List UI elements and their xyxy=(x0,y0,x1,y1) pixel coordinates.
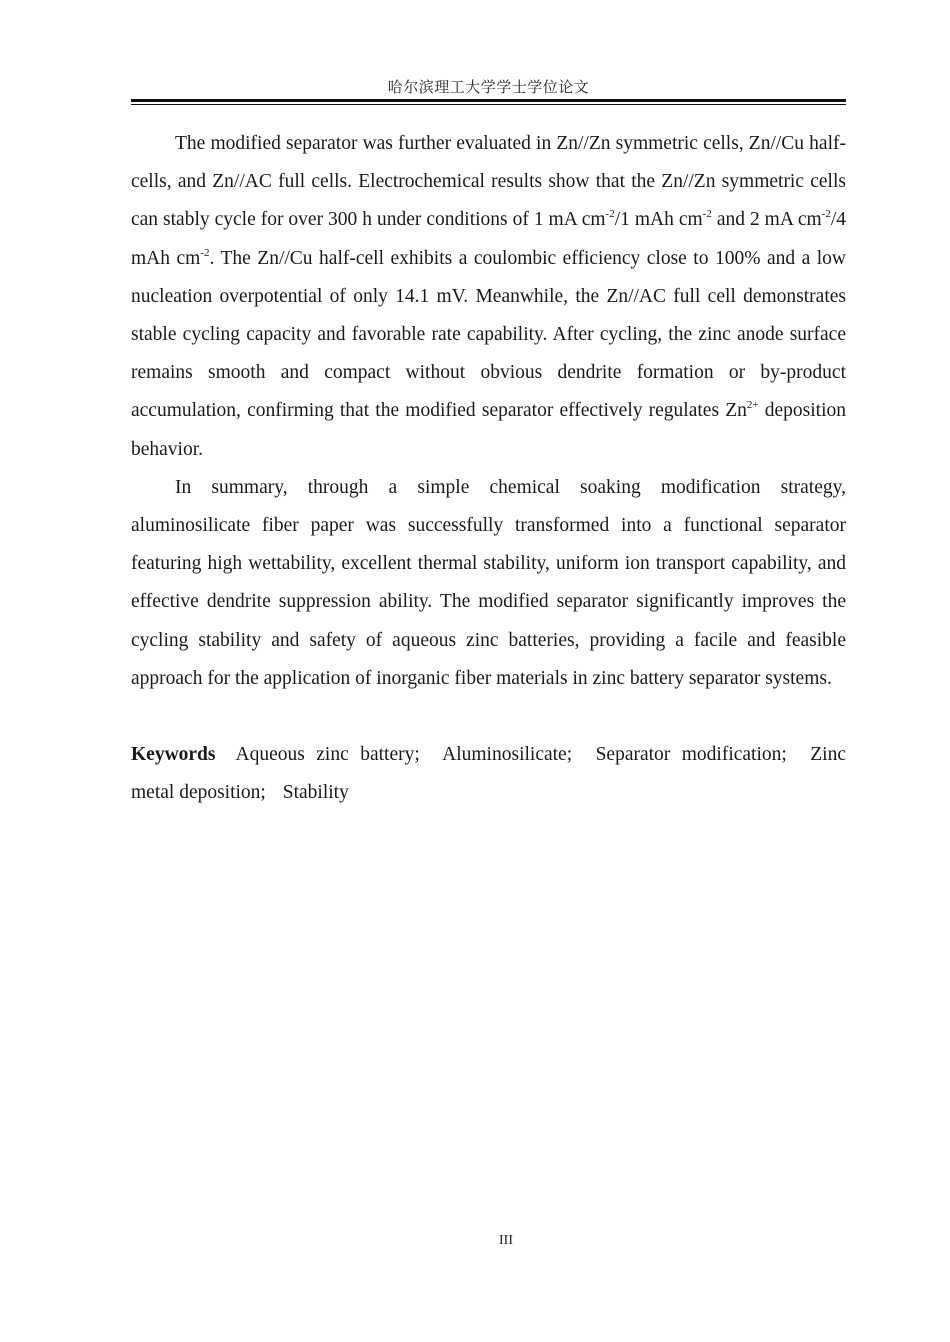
page-number: III xyxy=(499,1233,513,1248)
keyword-item: Aqueous zinc battery; xyxy=(235,744,420,766)
p1-text-6: deposition behavior. xyxy=(131,400,846,460)
superscript: -2 xyxy=(200,246,210,259)
header-rule-thick xyxy=(131,99,846,102)
superscript: -2 xyxy=(702,208,712,221)
superscript: -2 xyxy=(605,208,615,221)
abstract-body xyxy=(131,125,846,812)
p1-text-4: /4 mAh cm xyxy=(131,209,847,269)
keyword-item: Aluminosilicate; xyxy=(442,744,573,766)
paragraph-results xyxy=(131,125,846,469)
superscript: -2 xyxy=(821,208,831,221)
superscript: 2+ xyxy=(746,399,759,412)
keyword-item: Stability xyxy=(282,782,349,804)
keyword-item: Separator modification; xyxy=(595,744,787,766)
header-rule-thin xyxy=(131,104,846,105)
p1-text-5: . The Zn//Cu half-cell exhibits a coulombic efficiency close to 100% and a low nucleation overpotential of only 14.1 mV. Meanwhile, the Zn//AC full cell demonstrates stable cycling capacity and favorable rate capability. After cycling, the zinc anode surface remains smooth and compact without obvious dendrite formation or by-product accumulation, confirming that the modified separator effectively regulates Zn xyxy=(131,247,846,422)
paragraph-summary: In summary, through a simple chemical soaking modification strategy, aluminosilicate fiber paper was successfully transformed into a functional separator featuring high wettability, excellent thermal stability, uniform ion transport capability, and effective dendrite suppression ability. The modified separator significantly improves the cycling stability and safety of aqueous zinc batteries, providing a facile and feasible approach for the application of inorganic fiber materials in zinc battery separator systems. xyxy=(131,476,846,689)
p1-text-3: and 2 mA cm xyxy=(711,209,822,231)
p1-text-2: /1 mAh cm xyxy=(614,209,703,231)
running-header: 哈尔滨理工大学学士学位论文 xyxy=(387,80,590,96)
keyword-item: Zinc metal deposition; xyxy=(131,744,846,804)
p1-text-1: The modified separator was further evaluated in Zn//Zn symmetric cells, Zn//Cu half-cells, and Zn//AC full cells. Electrochemical results show that the Zn//Zn symmetric cells can stably cycle for over 300 h under conditions of 1 mA cm xyxy=(131,133,846,231)
keywords-label: Keywords xyxy=(131,744,216,766)
keywords-line xyxy=(131,736,846,812)
